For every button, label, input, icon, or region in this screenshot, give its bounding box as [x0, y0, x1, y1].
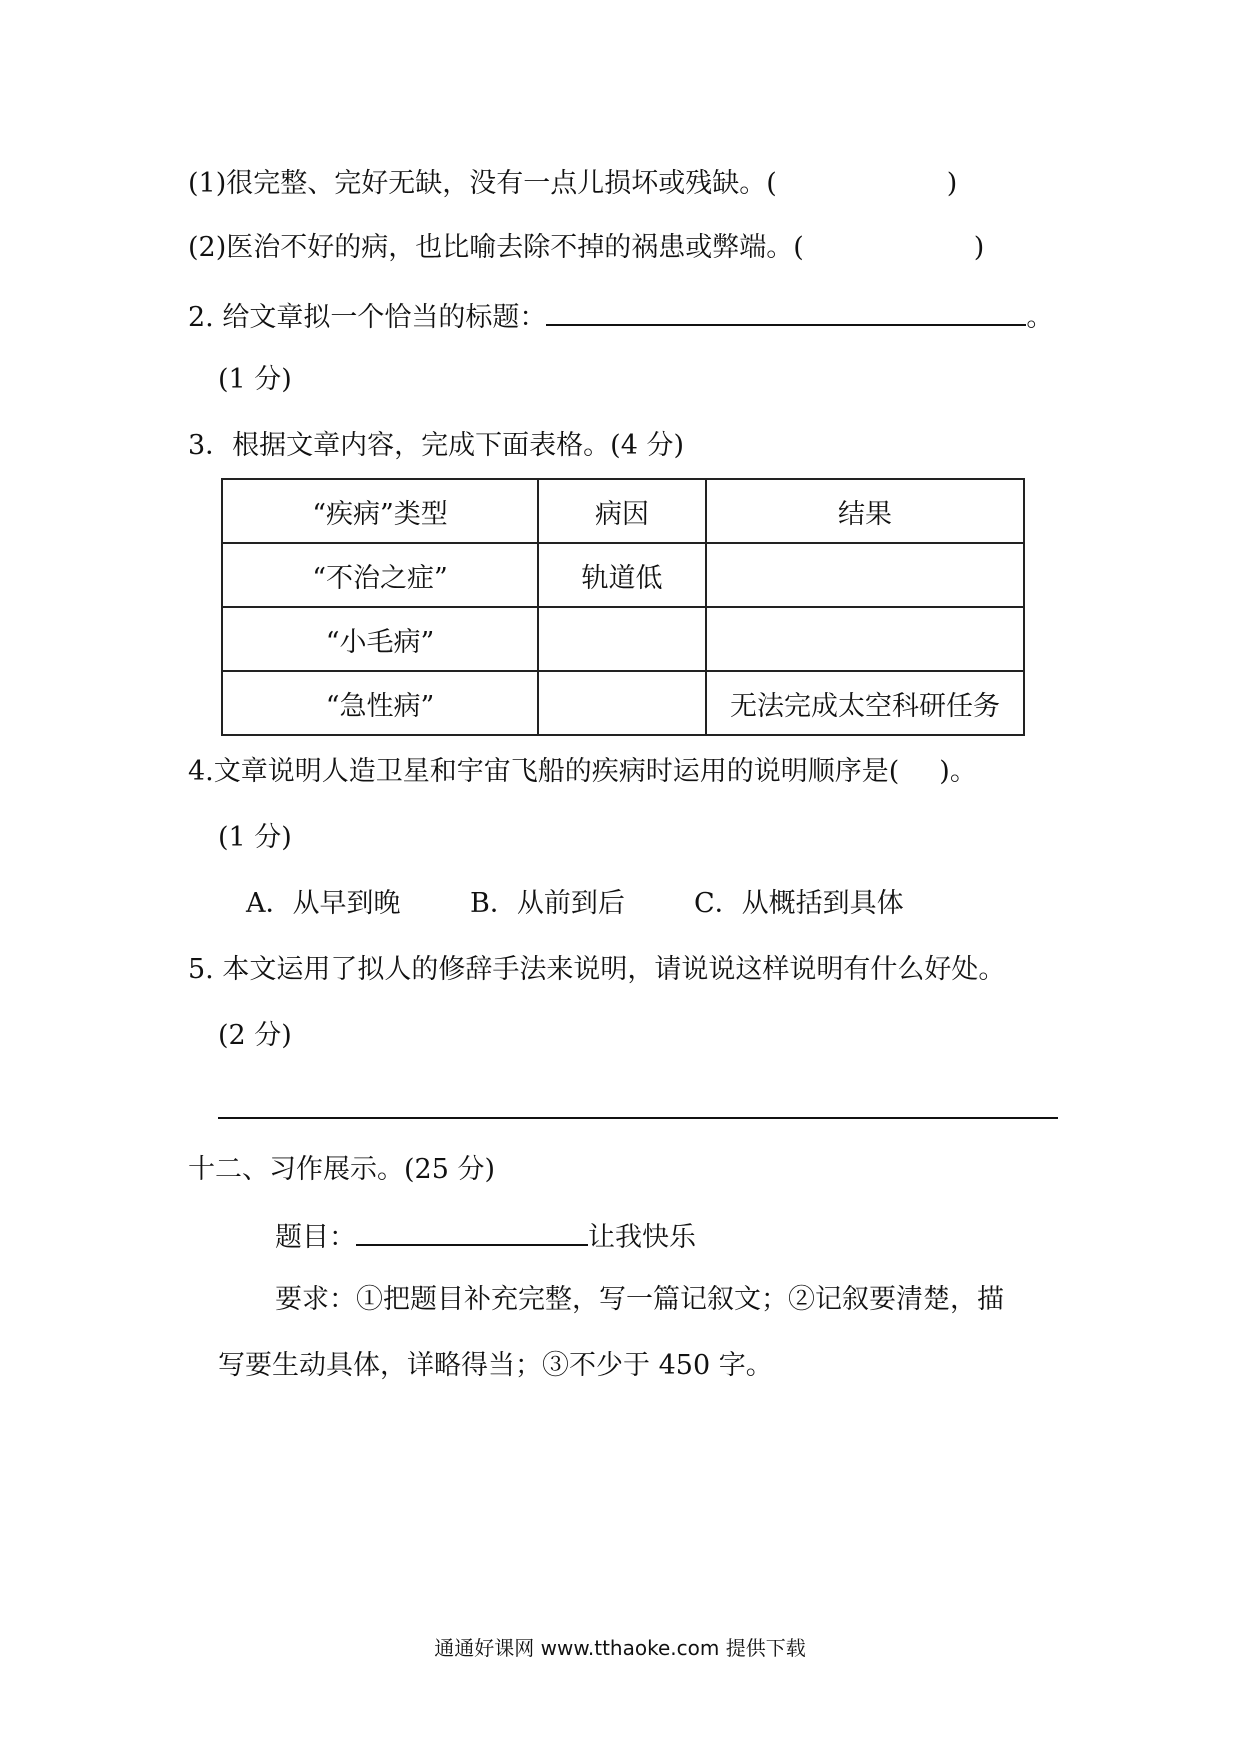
table-header-cell: “疾病”类型 — [222, 479, 538, 543]
table-header-cell: 病因 — [538, 479, 706, 543]
question-2: 2. 给文章拟一个恰当的标题： 。 — [188, 294, 1053, 338]
table-cell-blank[interactable] — [538, 671, 706, 735]
table-row — [222, 543, 1024, 607]
essay-title-blank[interactable] — [356, 1214, 588, 1246]
table-cell-blank[interactable] — [538, 607, 706, 671]
question-5-score: (2 分) — [218, 1020, 292, 1051]
essay-title-line: 题目： 让我快乐 — [275, 1214, 696, 1258]
table-header-cell: 结果 — [706, 479, 1024, 543]
table-cell: “急性病” — [222, 671, 538, 735]
footer-credit: 通通好课网 www.tthaoke.com 提供下载 — [434, 1636, 806, 1660]
question-4-score: (1 分) — [218, 822, 292, 853]
essay-heading: 十二、习作展示。(25 分) — [188, 1154, 496, 1185]
option-c[interactable]: C．从概括到具体 — [694, 888, 904, 919]
table-cell: “不治之症” — [222, 543, 538, 607]
essay-requirement-line-1: 要求：①把题目补充完整，写一篇记叙文；②记叙要清楚，描 — [275, 1284, 1004, 1315]
essay-requirement-line-2: 写要生动具体，详略得当；③不少于 450 字。 — [218, 1350, 773, 1381]
question-1-2: (2)医治不好的病，也比喻去除不掉的祸患或弊端。( ) — [188, 232, 985, 263]
table-cell: 无法完成太空科研任务 — [706, 671, 1024, 735]
table-cell: “小毛病” — [222, 607, 538, 671]
title-answer-line[interactable] — [546, 294, 1026, 326]
table-cell-blank[interactable] — [706, 543, 1024, 607]
table-row — [222, 607, 1024, 671]
table-row — [222, 671, 1024, 735]
table-cell-blank[interactable] — [706, 607, 1024, 671]
option-a[interactable]: A．从早到晚 — [246, 888, 401, 919]
answer-table — [221, 478, 1025, 736]
table-header-row — [222, 479, 1024, 543]
question-4: 4.文章说明人造卫星和宇宙飞船的疾病时运用的说明顺序是( )。 — [188, 756, 977, 787]
option-b[interactable]: B．从前到后 — [470, 888, 625, 919]
question-3: 3．根据文章内容，完成下面表格。(4 分) — [188, 430, 685, 461]
table-cell: 轨道低 — [538, 543, 706, 607]
question-5: 5. 本文运用了拟人的修辞手法来说明，请说说这样说明有什么好处。 — [188, 954, 1006, 985]
question-1-1: (1)很完整、完好无缺，没有一点儿损坏或残缺。( ) — [188, 168, 958, 199]
question-2-score: (1 分) — [218, 364, 292, 395]
answer-line[interactable] — [218, 1117, 1058, 1119]
